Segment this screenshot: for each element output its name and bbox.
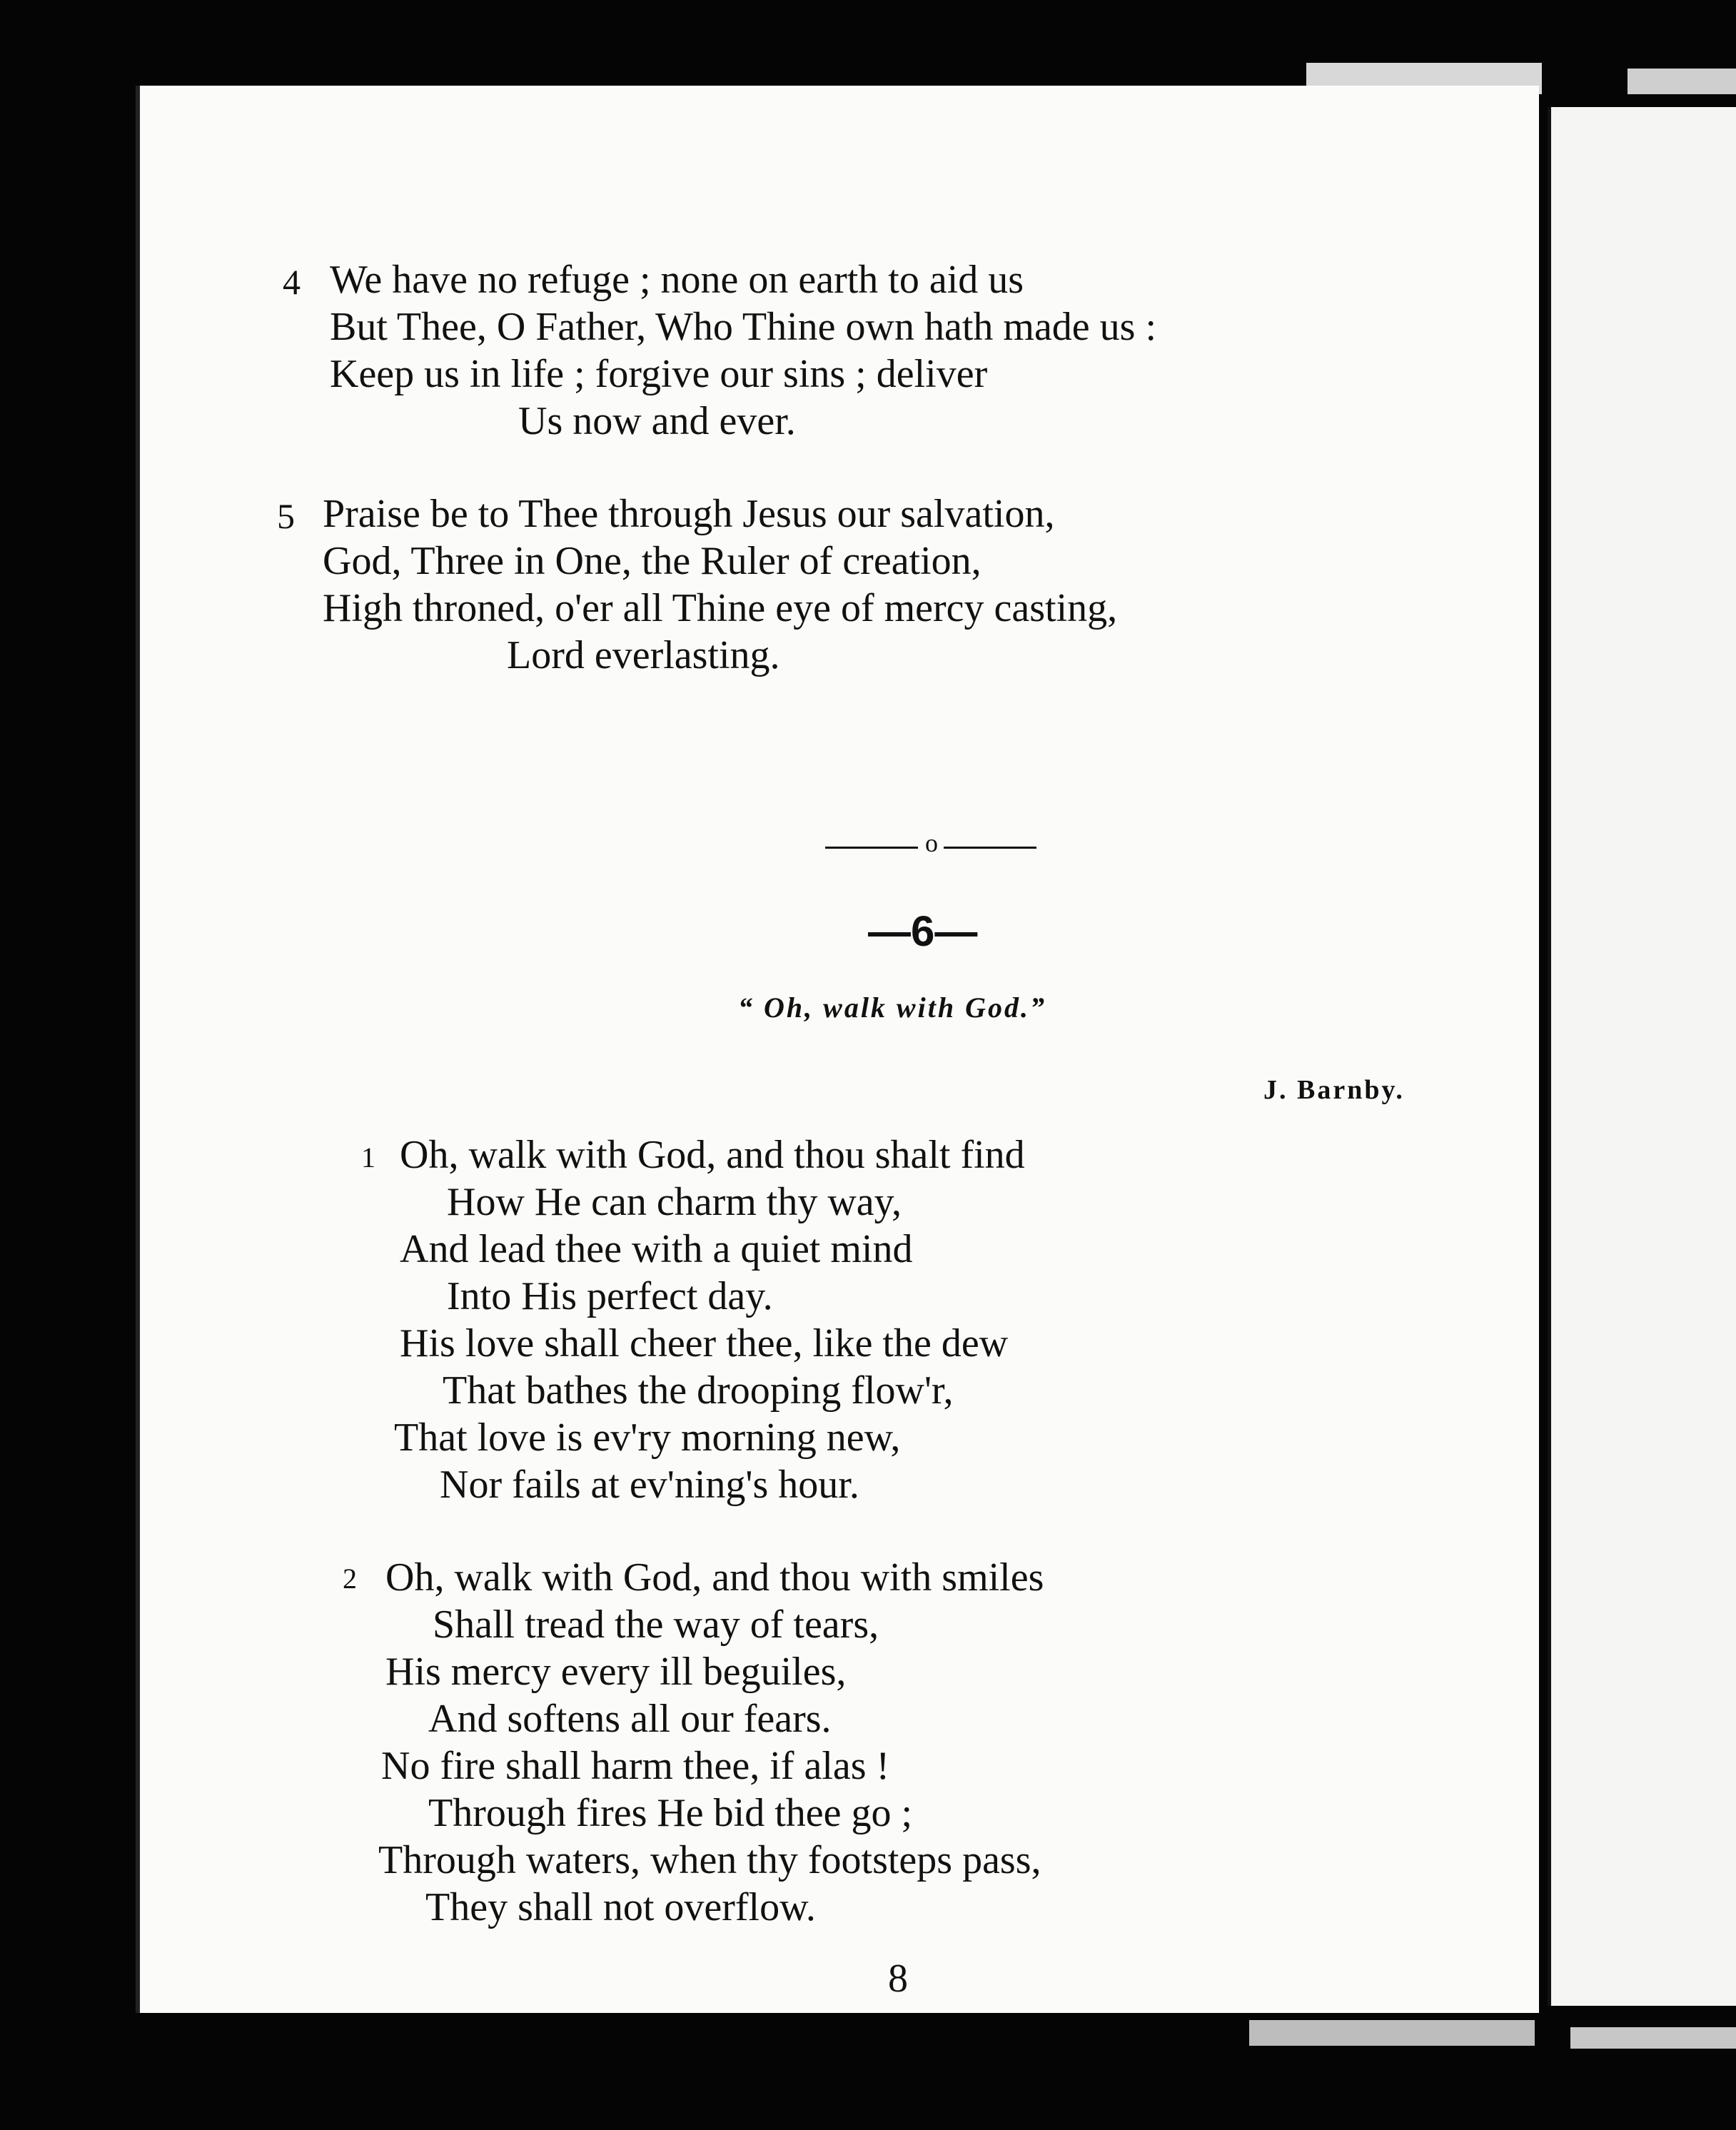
- verse-line: And softens all our fears.: [428, 1697, 832, 1741]
- verse-line: Through fires He bid thee go ;: [428, 1791, 913, 1835]
- hymn-composer: J. Barnby.: [1263, 1075, 1405, 1105]
- page-number: 8: [888, 1957, 908, 2001]
- verse-line: Oh, walk with God, and thou shalt find: [400, 1133, 1025, 1177]
- scan-tab-top-right: [1628, 69, 1736, 94]
- verse-line: Into His perfect day.: [447, 1274, 773, 1318]
- verse-line: And lead thee with a quiet mind: [400, 1227, 913, 1271]
- facing-page-edge: [1548, 107, 1736, 2006]
- divider-mark: o: [925, 829, 938, 857]
- verse-line: No fire shall harm thee, if alas !: [381, 1744, 890, 1788]
- verse-number: 5: [277, 496, 295, 536]
- verse-line: Nor fails at ev'ning's hour.: [440, 1463, 859, 1507]
- verse-line: Us now and ever.: [518, 399, 796, 443]
- verse-line: Lord everlasting.: [507, 633, 780, 677]
- verse-line: That bathes the drooping flow'r,: [443, 1368, 954, 1413]
- verse-line: That love is ev'ry morning new,: [394, 1415, 901, 1460]
- verse-line: Shall tread the way of tears,: [433, 1602, 879, 1647]
- verse-line: But Thee, O Father, Who Thine own hath made us :: [330, 305, 1157, 349]
- verse-line: How He can charm thy way,: [447, 1180, 902, 1224]
- scan-tab-bottom-right: [1570, 2027, 1736, 2049]
- verse-line: His mercy every ill beguiles,: [385, 1650, 847, 1694]
- verse-number: 4: [283, 262, 301, 302]
- verse-line: Through waters, when thy footsteps pass,: [378, 1838, 1041, 1882]
- verse-line: We have no refuge ; none on earth to aid us: [330, 258, 1024, 302]
- scan-tab-bottom: [1249, 2020, 1535, 2046]
- verse-line: God, Three in One, the Ruler of creation,: [323, 539, 981, 583]
- hymn-number: —6—: [868, 907, 978, 955]
- verse-line: Keep us in life ; forgive our sins ; deliver: [330, 352, 988, 396]
- hymnal-page: [136, 86, 1539, 2013]
- verse-number: 2: [343, 1563, 357, 1595]
- verse-line: Praise be to Thee through Jesus our salvation,: [323, 492, 1055, 536]
- verse-line: They shall not overflow.: [425, 1885, 816, 1929]
- divider-rule-right: [944, 847, 1036, 849]
- verse-number: 1: [361, 1141, 375, 1173]
- verse-line: Oh, walk with God, and thou with smiles: [385, 1555, 1044, 1600]
- verse-line: His love shall cheer thee, like the dew: [400, 1321, 1009, 1366]
- verse-line: High throned, o'er all Thine eye of mercy casting,: [323, 586, 1118, 630]
- hymn-subtitle: “ Oh, walk with God.”: [738, 991, 1046, 1024]
- divider-rule-left: [825, 847, 918, 849]
